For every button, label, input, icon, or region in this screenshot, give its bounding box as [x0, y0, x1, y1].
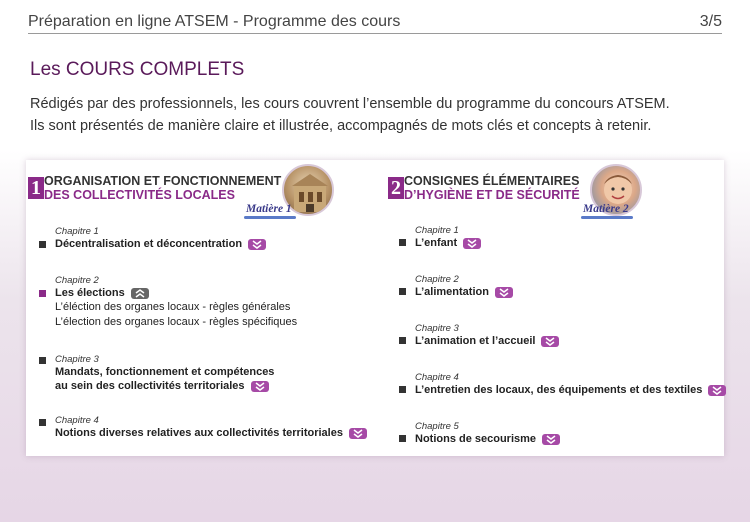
- bullet-icon: [39, 241, 46, 248]
- chapter-title-text: Mandats, fonctionnement et compétences: [55, 366, 275, 378]
- page-title: Préparation en ligne ATSEM - Programme des cours: [28, 13, 401, 30]
- expand-chevron-icon[interactable]: [542, 434, 560, 445]
- chapter-title-text: Décentralisation et déconcentration: [55, 238, 243, 250]
- sub-item-link[interactable]: L’éléction des organes locaux - règles générales: [55, 301, 291, 313]
- subject-title-sub: DES COLLECTIVITÉS LOCALES: [44, 188, 235, 202]
- bullet-icon: [39, 419, 46, 426]
- bullet-icon: [399, 386, 406, 393]
- sub-item-link[interactable]: L’élection des organes locaux - règles spécifiques: [55, 316, 298, 328]
- chapter-label: Chapitre 4: [415, 372, 459, 383]
- expand-chevron-icon[interactable]: [349, 428, 367, 439]
- page-counter: 3/5: [699, 13, 722, 30]
- expand-chevron-icon[interactable]: [248, 239, 266, 250]
- matiere-badge: Matière 1: [246, 203, 292, 215]
- expand-chevron-icon[interactable]: [495, 287, 513, 298]
- section-title: Les COURS COMPLETS: [30, 59, 245, 80]
- subject-title-sub: D’HYGIÈNE ET DE SÉCURITÉ: [404, 188, 580, 202]
- bullet-icon-active: [39, 290, 46, 297]
- chapter-title-text: au sein des collectivités territoriales: [55, 380, 245, 392]
- chapter-title[interactable]: [415, 383, 726, 397]
- chapter-label: Chapitre 5: [415, 421, 459, 432]
- chapter-title[interactable]: [415, 236, 481, 250]
- subject-number: 2: [388, 177, 404, 199]
- chapter-title[interactable]: [55, 365, 274, 393]
- matiere-underline: [581, 216, 633, 219]
- bullet-icon: [399, 239, 406, 246]
- chapter-label: Chapitre 1: [415, 225, 459, 236]
- courses-panel: [26, 160, 724, 456]
- chapter-title[interactable]: [55, 426, 367, 440]
- chapter-title-text: Notions de secourisme: [415, 433, 537, 445]
- expand-chevron-icon[interactable]: [463, 238, 481, 249]
- expand-chevron-icon[interactable]: [251, 381, 269, 392]
- chapter-title-text: Notions diverses relatives aux collectivités territoriales: [55, 427, 343, 439]
- matiere-badge: Matière 2: [583, 203, 629, 215]
- matiere-underline: [244, 216, 296, 219]
- intro-text: [30, 93, 670, 137]
- chapter-label: Chapitre 1: [55, 226, 99, 237]
- intro-line-1: Rédigés par des professionnels, les cours couvrent l’ensemble du programme du concours ATSEM.: [30, 96, 670, 112]
- subject-number: 1: [28, 177, 44, 199]
- subject-title: CONSIGNES ÉLÉMENTAIRES: [404, 174, 580, 188]
- chapter-label: Chapitre 3: [55, 354, 99, 365]
- chapter-label: Chapitre 2: [55, 275, 99, 286]
- chapter-label: Chapitre 3: [415, 323, 459, 334]
- chapter-title[interactable]: [55, 237, 266, 251]
- chapter-label: Chapitre 2: [415, 274, 459, 285]
- expand-chevron-icon[interactable]: [708, 385, 726, 396]
- chapter-title-text: Les élections: [55, 287, 125, 299]
- chapter-title[interactable]: [415, 432, 560, 446]
- bullet-icon: [399, 288, 406, 295]
- intro-line-2: Ils sont présentés de manière claire et illustrée, accompagnés de mots clés et concepts à retenir.: [30, 118, 652, 134]
- subject-title: ORGANISATION ET FONCTIONNEMENT: [44, 174, 282, 188]
- expand-chevron-icon[interactable]: [541, 336, 559, 347]
- chapter-title[interactable]: [415, 285, 513, 299]
- chapter-title-text: L’animation et l’accueil: [415, 335, 536, 347]
- chapter-title[interactable]: [55, 286, 149, 300]
- bullet-icon: [399, 435, 406, 442]
- chapter-title-text: L’entretien des locaux, des équipements et des textiles: [415, 384, 703, 396]
- chapter-title-text: L’enfant: [415, 237, 458, 249]
- page-header: [28, 12, 722, 34]
- bullet-icon: [39, 357, 46, 364]
- chapter-label: Chapitre 4: [55, 415, 99, 426]
- chapter-title-text: L’alimentation: [415, 286, 489, 298]
- bullet-icon: [399, 337, 406, 344]
- collapse-chevron-icon[interactable]: [131, 288, 149, 299]
- chapter-title[interactable]: [415, 334, 559, 348]
